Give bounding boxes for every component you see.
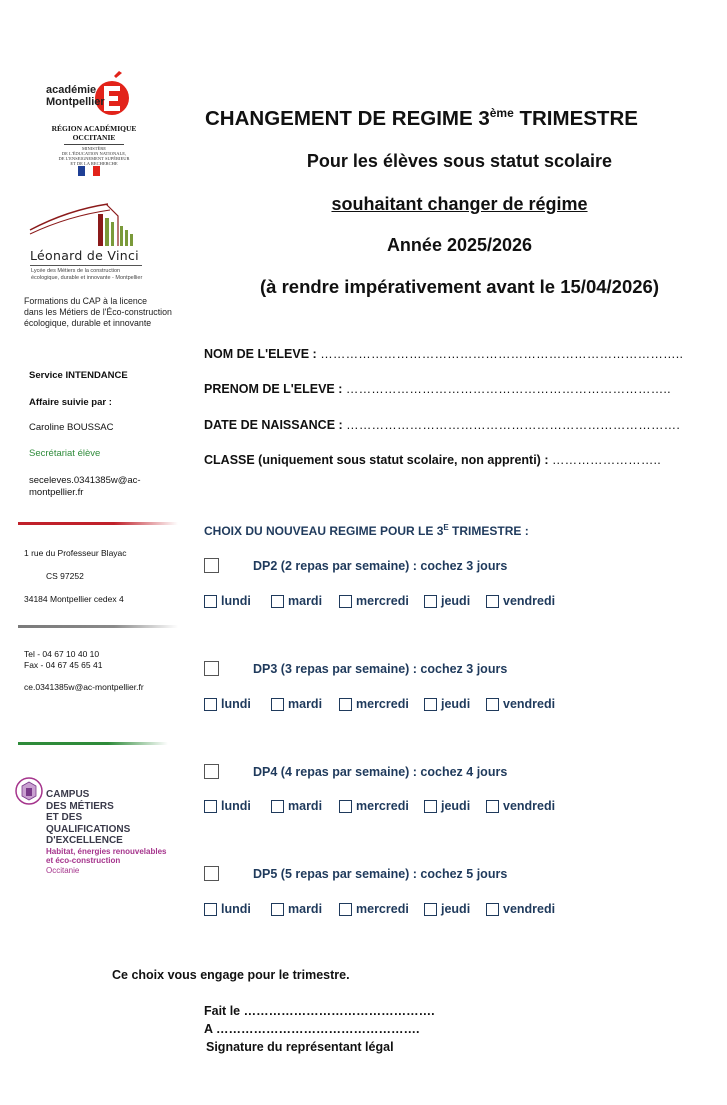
- day-label: vendredi: [503, 697, 556, 711]
- service-label: Service INTENDANCE: [29, 370, 128, 381]
- secretariat-label: Secrétariat élève: [29, 448, 101, 459]
- dp2-day-mardi[interactable]: [271, 594, 322, 608]
- dp5-day-jeudi[interactable]: [424, 902, 470, 916]
- campus-title: [46, 789, 130, 847]
- academie-line1: académie: [46, 84, 97, 96]
- ministere-line: DE L'ENSEIGNEMENT SUPÉRIEUR: [58, 156, 130, 161]
- nom-dots[interactable]: …………………………………………………………………………..: [320, 347, 684, 361]
- day-label: mardi: [288, 799, 323, 813]
- classe-dots[interactable]: ……………………..: [551, 453, 661, 467]
- campus-title-line: ET DES: [46, 812, 83, 823]
- affaire-label: Affaire suivie par :: [29, 397, 112, 408]
- checkbox-icon[interactable]: [271, 595, 284, 608]
- ministere-line: MINISTÈRE: [82, 146, 106, 151]
- checkbox-icon[interactable]: [424, 800, 437, 813]
- region-academique: [44, 124, 144, 145]
- dp4-day-jeudi[interactable]: [424, 799, 470, 813]
- day-label: vendredi: [503, 594, 556, 608]
- checkbox-icon[interactable]: [339, 800, 352, 813]
- checkbox-icon[interactable]: [486, 903, 499, 916]
- subtitle-line1: Pour les élèves sous statut scolaire: [306, 151, 613, 171]
- dp4-label: DP4 (4 repas par semaine) : cochez 4 jours: [253, 765, 508, 779]
- day-label: jeudi: [441, 902, 471, 916]
- dp2-day-jeudi[interactable]: [424, 594, 470, 608]
- dp3-day-mardi[interactable]: [271, 697, 322, 711]
- checkbox-icon[interactable]: [271, 903, 284, 916]
- contact-person: Caroline BOUSSAC: [29, 422, 114, 433]
- day-label: mercredi: [356, 697, 409, 711]
- dp4-day-lundi[interactable]: [204, 799, 251, 813]
- day-label: lundi: [221, 594, 251, 608]
- checkbox-icon[interactable]: [204, 698, 217, 711]
- title-main: CHANGEMENT DE REGIME 3: [205, 107, 490, 130]
- campus-title-line: QUALIFICATIONS: [46, 823, 131, 835]
- date-dots[interactable]: …………………………………………………………………….: [346, 418, 681, 432]
- checkbox-icon[interactable]: [204, 595, 217, 608]
- day-label: vendredi: [503, 799, 556, 813]
- prenom-dots[interactable]: …………………………………………………………………..: [345, 382, 671, 396]
- day-label: lundi: [221, 697, 251, 711]
- checkbox-icon[interactable]: [486, 800, 499, 813]
- academie-line2: Montpellier: [46, 96, 105, 108]
- dp5-day-mardi[interactable]: [271, 902, 322, 916]
- campus-sub-line: Habitat, énergies renouvelables: [46, 847, 167, 856]
- secretariat-email[interactable]: [29, 475, 141, 499]
- dp5-checkbox[interactable]: [204, 866, 219, 881]
- campus-subtitle: [46, 847, 167, 865]
- subtitle-deadline: (à rendre impérativement avant le 15/04/2026): [260, 276, 659, 297]
- green-separator: [18, 742, 168, 745]
- prenom-field[interactable]: [204, 382, 671, 396]
- day-label: mercredi: [356, 902, 409, 916]
- day-label: mercredi: [356, 799, 409, 813]
- checkbox-icon[interactable]: [424, 595, 437, 608]
- campus-badge-icon: [14, 776, 44, 806]
- grey-separator: [18, 625, 178, 628]
- email-line: seceleves.0341385w@ac-: [29, 475, 141, 486]
- date-field[interactable]: [204, 418, 680, 432]
- checkbox-icon[interactable]: [424, 698, 437, 711]
- checkbox-icon[interactable]: [271, 698, 284, 711]
- dp3-day-lundi[interactable]: [204, 697, 251, 711]
- checkbox-icon[interactable]: [271, 800, 284, 813]
- choix-end: TRIMESTRE :: [448, 524, 529, 538]
- checkbox-icon[interactable]: [204, 903, 217, 916]
- leonard-sub-line: écologique, durable et innovante - Montpellier: [31, 275, 143, 281]
- dp2-day-vendredi[interactable]: [486, 594, 555, 608]
- classe-label: CLASSE (uniquement sous statut scolaire, non apprenti) :: [204, 453, 552, 467]
- checkbox-icon[interactable]: [424, 903, 437, 916]
- date-label: DATE DE NAISSANCE :: [204, 418, 347, 432]
- address-line3: 34184 Montpellier cedex 4: [24, 594, 124, 604]
- title-sup: ème: [489, 106, 514, 120]
- academie-name: [46, 84, 105, 108]
- tel-number: Tel - 04 67 10 40 10: [24, 649, 100, 659]
- day-label: mardi: [288, 902, 323, 916]
- formations-text: [24, 296, 194, 329]
- ministere-line: ET DE LA RECHERCHE: [70, 161, 118, 166]
- ministere-line: DE L'ÉDUCATION NATIONALE,: [61, 151, 127, 156]
- dp3-day-mercredi[interactable]: [339, 697, 409, 711]
- dp5-label: DP5 (5 repas par semaine) : cochez 5 jours: [253, 867, 508, 881]
- prenom-label: PRENOM DE L'ELEVE :: [204, 382, 346, 396]
- checkbox-icon[interactable]: [339, 595, 352, 608]
- campus-sub-line: et éco-construction: [46, 856, 121, 865]
- dp3-checkbox[interactable]: [204, 661, 219, 676]
- phone-block: [24, 649, 102, 671]
- campus-title-line: CAMPUS: [46, 789, 90, 800]
- dp2-day-lundi[interactable]: [204, 594, 251, 608]
- email-line: montpellier.fr: [29, 487, 84, 498]
- formations-line: Formations du CAP à la licence: [24, 296, 148, 306]
- nom-label: NOM DE L'ELEVE :: [204, 347, 321, 361]
- engagement-note: Ce choix vous engage pour le trimestre.: [112, 968, 350, 982]
- choix-main: CHOIX DU NOUVEAU REGIME POUR LE 3: [204, 524, 444, 538]
- subtitle-year: Année 2025/2026: [386, 235, 533, 255]
- address-line1: 1 rue du Professeur Blayac: [24, 548, 127, 558]
- day-label: mardi: [288, 594, 323, 608]
- dp5-day-vendredi[interactable]: [486, 902, 555, 916]
- signature-label: Signature du représentant légal: [206, 1040, 394, 1054]
- formations-line: dans les Métiers de l'Éco-construction: [24, 307, 172, 317]
- checkbox-icon[interactable]: [486, 595, 499, 608]
- address-line2: CS 97252: [46, 571, 84, 581]
- region-line2: OCCITANIE: [72, 133, 116, 142]
- dp5-day-lundi[interactable]: [204, 902, 251, 916]
- dp5-day-mercredi[interactable]: [339, 902, 409, 916]
- dp3-label: DP3 (3 repas par semaine) : cochez 3 jours: [253, 662, 508, 676]
- classe-field[interactable]: [204, 453, 661, 467]
- lieu-field[interactable]: A ………………………………………….: [204, 1022, 420, 1036]
- checkbox-icon[interactable]: [339, 903, 352, 916]
- day-label: jeudi: [441, 697, 471, 711]
- day-label: jeudi: [441, 594, 471, 608]
- leonard-sub-line: Lycée des Métiers de la construction: [31, 268, 121, 274]
- dp4-checkbox[interactable]: [204, 764, 219, 779]
- day-label: mercredi: [356, 594, 409, 608]
- dp4-day-vendredi[interactable]: [486, 799, 555, 813]
- checkbox-icon[interactable]: [204, 800, 217, 813]
- campus-title-line: D'EXCELLENCE: [46, 835, 123, 846]
- checkbox-icon[interactable]: [339, 698, 352, 711]
- subtitle-line2: souhaitant changer de régime: [331, 194, 588, 214]
- dp3-day-jeudi[interactable]: [424, 697, 470, 711]
- choix-heading: [204, 523, 529, 538]
- red-separator: [18, 522, 178, 525]
- day-label: lundi: [221, 902, 251, 916]
- choix-sup: E: [443, 523, 449, 532]
- formations-line: écologique, durable et innovante: [24, 318, 152, 328]
- dp4-day-mercredi[interactable]: [339, 799, 409, 813]
- checkbox-icon[interactable]: [486, 698, 499, 711]
- day-label: lundi: [221, 799, 251, 813]
- dp3-day-vendredi[interactable]: [486, 697, 555, 711]
- campus-region: Occitanie: [46, 866, 80, 875]
- day-label: jeudi: [441, 799, 471, 813]
- page-title: [205, 106, 638, 131]
- leonard-underline: [30, 265, 142, 266]
- day-label: mardi: [288, 697, 323, 711]
- dp2-checkbox[interactable]: [204, 558, 219, 573]
- region-line1: RÉGION ACADÉMIQUE: [51, 124, 137, 133]
- dp2-label: DP2 (2 repas par semaine) : cochez 3 jours: [253, 559, 508, 573]
- title-end: TRIMESTRE: [513, 107, 638, 130]
- nom-field[interactable]: [204, 347, 683, 361]
- dp4-day-mardi[interactable]: [271, 799, 322, 813]
- campus-title-line: DES MÉTIERS: [46, 800, 114, 812]
- contact-email[interactable]: ce.0341385w@ac-montpellier.fr: [24, 682, 144, 692]
- fax-number: Fax - 04 67 45 65 41: [24, 660, 103, 670]
- fait-le-field[interactable]: Fait le ……………………………………….: [204, 1004, 435, 1018]
- day-label: vendredi: [503, 902, 556, 916]
- leonard-name: Léonard de Vinci: [30, 248, 139, 263]
- dp2-day-mercredi[interactable]: [339, 594, 409, 608]
